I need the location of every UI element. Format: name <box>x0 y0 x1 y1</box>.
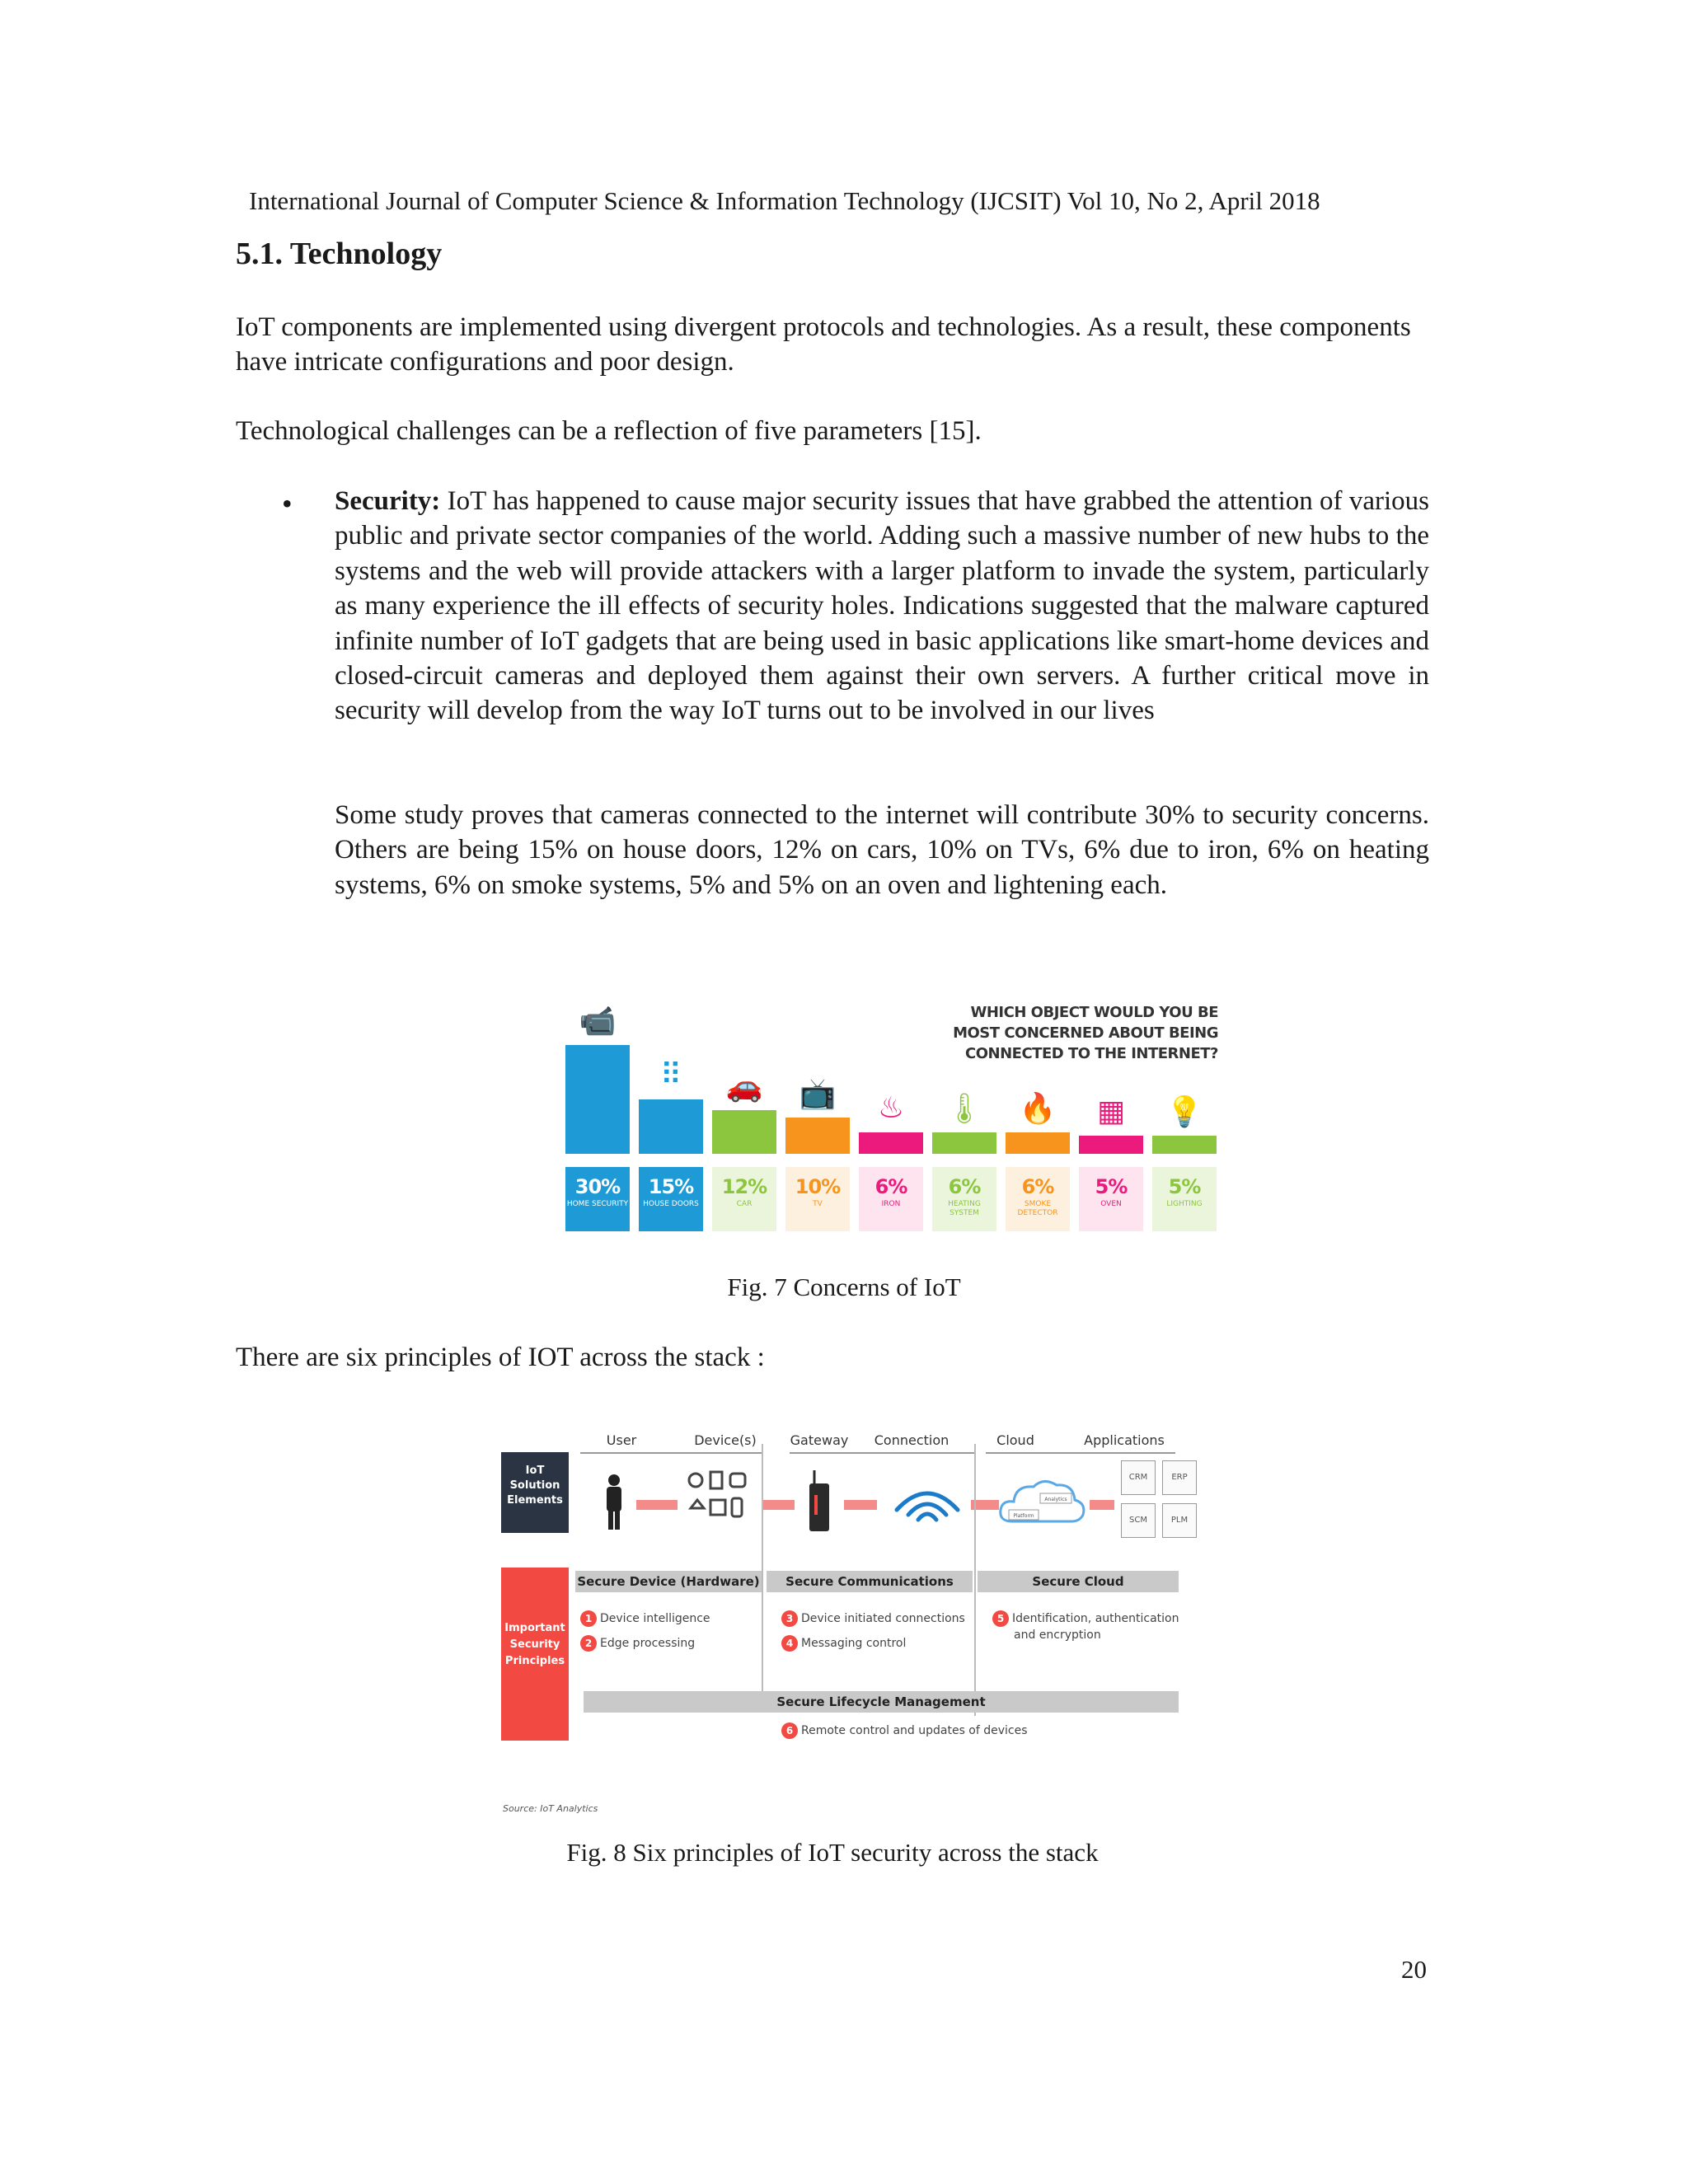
chart-question-title: WHICH OBJECT WOULD YOU BE MOST CONCERNED ABOUT BEING CONNECTED TO THE INTERNET? <box>953 1004 1218 1062</box>
column-gateway: Gateway <box>790 1432 849 1448</box>
column-applications: Applications <box>1084 1432 1165 1448</box>
chart-value-label: 30% <box>574 1175 621 1198</box>
chart-category-label: SMOKE DETECTOR <box>1017 1200 1058 1217</box>
secure-cloud-header: Secure Cloud <box>978 1571 1179 1592</box>
secure-communications-header: Secure Communications <box>767 1571 973 1592</box>
chart-data-tile-7 <box>1006 1167 1070 1231</box>
chart-bar-4 <box>785 1118 850 1154</box>
app-erp: ERP <box>1162 1460 1197 1495</box>
chart-category-label: CAR <box>736 1200 753 1208</box>
chart-category-label: TV <box>813 1200 823 1208</box>
figure-8-security-stack <box>498 1427 1189 1823</box>
principle-4: 4 Messaging control <box>781 1635 906 1652</box>
chart-data-tile-6 <box>932 1167 996 1231</box>
iron-icon: ♨ <box>877 1090 905 1125</box>
principle-1: 1 Device intelligence <box>580 1610 710 1627</box>
column-devices: Device(s) <box>694 1432 757 1448</box>
devices-icon <box>684 1469 758 1526</box>
paragraph-six-principles: There are six principles of IOT across the stack : <box>236 1343 765 1372</box>
principle-5-cont: and encryption <box>1014 1629 1101 1642</box>
principle-3: 3 Device initiated connections <box>781 1610 965 1627</box>
chart-data-tile-4 <box>785 1167 850 1231</box>
cctv-camera-icon: 📹 <box>579 1005 617 1038</box>
section-title: 5.1. Technology <box>236 237 443 271</box>
chart-bar-5 <box>859 1132 923 1154</box>
principle-2: 2 Edge processing <box>580 1635 695 1652</box>
bullet-body: IoT has happened to cause major security issues that have grabbed the attention of various public and private sector companies of the world. Adding such a massive number of new hubs to the systems and the web will provide attackers with a larger platform to invade the system, particularly as many experience the ill effects of security holes. Indications suggested that the malware captured infinite number of IoT gadgets that are being used in basic applications like smart-home devices and closed-circuit cameras and deployed them against their own servers. A further critical move in security will develop from the way IoT turns out to be involved in our lives <box>335 486 1429 726</box>
gateway-router-icon <box>808 1470 831 1533</box>
bullet-security-statistics: Some study proves that cameras connected to the internet will contribute 30% to security concerns. Others are being 15% on house doors, 12% on cars, 10% on TVs, 6% due to iron, 6% on heating systems, 6% on smoke systems, 5% and 5% on an oven and lightening each. <box>335 800 1429 900</box>
chart-category-label: HOME SECURITY <box>566 1200 629 1208</box>
chart-value-label: 10% <box>795 1175 841 1198</box>
chart-data-tile-5 <box>859 1167 923 1231</box>
user-silhouette-icon <box>602 1474 626 1531</box>
double-arrow-icon <box>1090 1500 1114 1510</box>
security-principles-label: Important Security Principles <box>501 1568 569 1741</box>
chart-bar-3 <box>712 1110 776 1154</box>
bullet-security-text <box>335 484 1429 729</box>
chart-category-label: HEATING SYSTEM <box>948 1200 981 1217</box>
lamp-icon: 💡 <box>1165 1095 1203 1129</box>
column-rule <box>986 1452 1175 1454</box>
figure-7-concerns-chart <box>557 989 1225 1236</box>
column-cloud: Cloud <box>996 1432 1034 1448</box>
bullet-marker: • <box>282 487 293 520</box>
double-arrow-icon <box>636 1500 678 1510</box>
chart-data-tile-2 <box>639 1167 703 1231</box>
cloud-platform-icon <box>997 1474 1088 1531</box>
column-divider <box>974 1444 976 1716</box>
car-icon: 🚗 <box>725 1070 763 1104</box>
chart-value-label: 15% <box>648 1175 694 1198</box>
chart-data-tile-3 <box>712 1167 776 1231</box>
smoke-fire-icon: 🔥 <box>1019 1091 1057 1126</box>
double-arrow-icon <box>844 1500 877 1510</box>
chart-bar-7 <box>1006 1132 1070 1154</box>
chart-bar-2 <box>639 1099 703 1154</box>
principle-5: 5 Identification, authentication <box>992 1610 1179 1627</box>
app-crm: CRM <box>1121 1460 1156 1495</box>
chart-value-label: 5% <box>1095 1175 1128 1198</box>
app-plm: PLM <box>1162 1503 1197 1538</box>
figure-8-caption: Fig. 8 Six principles of IoT security across the stack <box>566 1838 1099 1867</box>
chart-value-label: 6% <box>948 1175 981 1198</box>
figure-source: Source: IoT Analytics <box>503 1803 598 1814</box>
secure-device-header: Secure Device (Hardware) <box>575 1571 762 1592</box>
chart-data-tile-1 <box>565 1167 630 1231</box>
paragraph-intro: IoT components are implemented using divergent protocols and technologies. As a result, these components have intricate configurations and poor design. <box>236 312 1411 377</box>
cloud-analytics-label: Analytics <box>1044 1497 1067 1502</box>
tv-icon: 📺 <box>799 1077 837 1111</box>
chart-value-label: 6% <box>874 1175 907 1198</box>
chart-value-label: 5% <box>1168 1175 1201 1198</box>
solution-elements-label: IoT Solution Elements <box>501 1452 569 1533</box>
column-divider <box>762 1444 763 1708</box>
secure-lifecycle-header: Secure Lifecycle Management <box>584 1691 1179 1713</box>
figure-7-caption: Fig. 7 Concerns of IoT <box>727 1272 961 1301</box>
page-number: 20 <box>1401 1955 1427 1984</box>
chart-bar-8 <box>1079 1136 1143 1154</box>
chart-bar-6 <box>932 1132 996 1154</box>
chart-data-tile-9 <box>1152 1167 1217 1231</box>
chart-category-label: OVEN <box>1100 1200 1122 1208</box>
chart-category-label: IRON <box>881 1200 901 1208</box>
principle-6: 6 Remote control and updates of devices <box>781 1722 1028 1739</box>
column-rule <box>790 1452 974 1454</box>
paragraph-parameters: Technological challenges can be a reflection of five parameters [15]. <box>236 416 982 446</box>
chart-bar-1 <box>565 1045 630 1154</box>
bullet-term: Security: <box>335 486 441 516</box>
keypad-door-icon: ⠿ <box>659 1058 682 1092</box>
app-scm: SCM <box>1121 1503 1156 1538</box>
chart-bar-9 <box>1152 1136 1217 1154</box>
cloud-platform-label: Platform <box>1013 1513 1034 1519</box>
column-rule <box>580 1452 762 1454</box>
thermometer-icon: 🌡 <box>945 1091 983 1126</box>
oven-icon: ▦ <box>1096 1094 1125 1128</box>
chart-category-label: HOUSE DOORS <box>643 1200 699 1208</box>
wifi-signal-icon <box>890 1477 964 1526</box>
double-arrow-icon <box>762 1500 795 1510</box>
chart-value-label: 6% <box>1021 1175 1054 1198</box>
chart-category-label: LIGHTING <box>1166 1200 1203 1208</box>
column-user: User <box>606 1432 637 1448</box>
column-connection: Connection <box>874 1432 950 1448</box>
chart-value-label: 12% <box>721 1175 767 1198</box>
chart-data-tile-8 <box>1079 1167 1143 1231</box>
journal-header: International Journal of Computer Science & Information Technology (IJCSIT) Vol 10, No 2, April 2018 <box>249 186 1320 215</box>
